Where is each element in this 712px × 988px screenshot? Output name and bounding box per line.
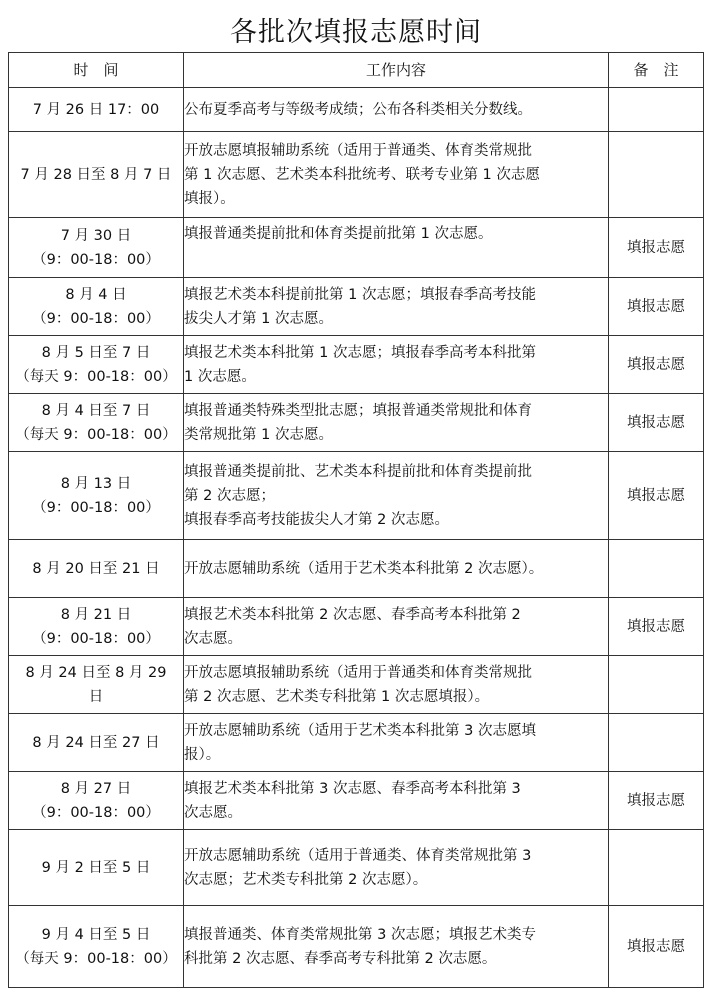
- table-row: [9, 278, 704, 336]
- note-cell: [609, 88, 704, 132]
- time-cell: 9 月 2 日至 5 日: [9, 830, 184, 906]
- table-row: [9, 830, 704, 906]
- note-cell: 填报志愿: [609, 772, 704, 830]
- content-cell: 开放志愿辅助系统（适用于艺术类本科批第 3 次志愿填 报）。: [184, 714, 609, 772]
- table-row: [9, 336, 704, 394]
- note-cell: 填报志愿: [609, 452, 704, 540]
- time-cell: 8 月 27 日 （9：00-18：00）: [9, 772, 184, 830]
- note-cell: 填报志愿: [609, 598, 704, 656]
- table-row: [9, 598, 704, 656]
- time-cell: 7 月 28 日至 8 月 7 日: [9, 132, 184, 218]
- table-row: [9, 88, 704, 132]
- note-cell: 填报志愿: [609, 394, 704, 452]
- content-cell: 开放志愿辅助系统（适用于艺术类本科批第 2 次志愿）。: [184, 540, 609, 598]
- header-time: 时 间: [9, 53, 184, 88]
- header-note: 备 注: [609, 53, 704, 88]
- note-cell: [609, 540, 704, 598]
- content-cell: 开放志愿填报辅助系统（适用于普通类和体育类常规批 第 2 次志愿、艺术类专科批第 1 次志愿填报）。: [184, 656, 609, 714]
- content-cell: 填报普通类提前批、艺术类本科提前批和体育类提前批 第 2 次志愿； 填报春季高考技能拔尖人才第 2 次志愿。: [184, 452, 609, 540]
- table-row: [9, 132, 704, 218]
- header-row: [9, 53, 704, 88]
- note-cell: [609, 132, 704, 218]
- note-cell: 填报志愿: [609, 218, 704, 278]
- header-content: 工作内容: [184, 53, 609, 88]
- note-cell: 填报志愿: [609, 906, 704, 988]
- note-cell: 填报志愿: [609, 278, 704, 336]
- note-cell: [609, 714, 704, 772]
- time-cell: 8 月 24 日至 27 日: [9, 714, 184, 772]
- content-cell: 公布夏季高考与等级考成绩；公布各科类相关分数线。: [184, 88, 609, 132]
- table-row: [9, 452, 704, 540]
- table-row: [9, 656, 704, 714]
- page-title: 各批次填报志愿时间: [230, 17, 482, 48]
- table-row: [9, 772, 704, 830]
- time-cell: 8 月 20 日至 21 日: [9, 540, 184, 598]
- time-cell: 8 月 5 日至 7 日 （每天 9：00-18：00）: [9, 336, 184, 394]
- table-row: [9, 394, 704, 452]
- content-cell: 填报普通类、体育类常规批第 3 次志愿；填报艺术类专 科批第 2 次志愿、春季高考专科批第 2 次志愿。: [184, 906, 609, 988]
- content-cell: 填报艺术类本科批第 1 次志愿；填报春季高考本科批第 1 次志愿。: [184, 336, 609, 394]
- note-cell: 填报志愿: [609, 336, 704, 394]
- table-row: [9, 218, 704, 278]
- content-cell: 开放志愿辅助系统（适用于普通类、体育类常规批第 3 次志愿；艺术类专科批第 2 次志愿）。: [184, 830, 609, 906]
- schedule-table: [8, 52, 704, 988]
- content-cell: 填报艺术类本科提前批第 1 次志愿；填报春季高考技能 拔尖人才第 1 次志愿。: [184, 278, 609, 336]
- content-cell: 填报艺术类本科批第 2 次志愿、春季高考本科批第 2 次志愿。: [184, 598, 609, 656]
- content-cell: 开放志愿填报辅助系统（适用于普通类、体育类常规批 第 1 次志愿、艺术类本科批统考、联考专业第 1 次志愿 填报）。: [184, 132, 609, 218]
- table-row: [9, 540, 704, 598]
- time-cell: 8 月 21 日 （9：00-18：00）: [9, 598, 184, 656]
- note-cell: [609, 830, 704, 906]
- time-cell: 9 月 4 日至 5 日 （每天 9：00-18：00）: [9, 906, 184, 988]
- note-cell: [609, 656, 704, 714]
- time-cell: 8 月 24 日至 8 月 29 日: [9, 656, 184, 714]
- content-cell: 填报艺术类本科批第 3 次志愿、春季高考本科批第 3 次志愿。: [184, 772, 609, 830]
- content-cell: 填报普通类提前批和体育类提前批第 1 次志愿。: [184, 218, 609, 278]
- time-cell: 8 月 13 日 （9：00-18：00）: [9, 452, 184, 540]
- time-cell: 7 月 30 日 （9：00-18：00）: [9, 218, 184, 278]
- table-row: [9, 714, 704, 772]
- time-cell: 8 月 4 日至 7 日 （每天 9：00-18：00）: [9, 394, 184, 452]
- time-cell: 7 月 26 日 17：00: [9, 88, 184, 132]
- time-cell: 8 月 4 日 （9：00-18：00）: [9, 278, 184, 336]
- table-row: [9, 906, 704, 988]
- content-cell: 填报普通类特殊类型批志愿；填报普通类常规批和体育 类常规批第 1 次志愿。: [184, 394, 609, 452]
